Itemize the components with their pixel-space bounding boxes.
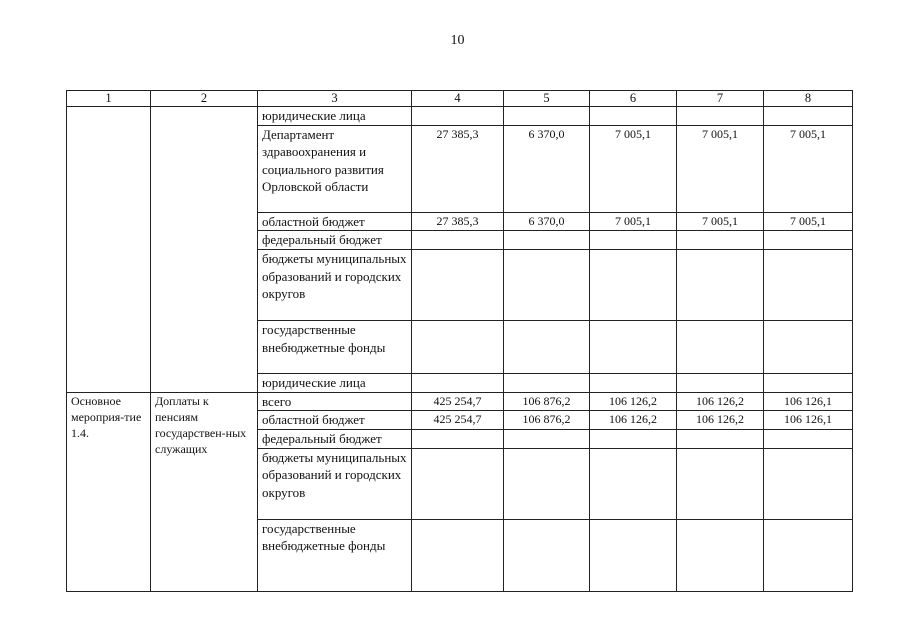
value-cell bbox=[590, 107, 677, 126]
value-cell bbox=[590, 374, 677, 393]
column-number: 4 bbox=[412, 91, 504, 107]
value-cell bbox=[504, 519, 590, 591]
value-cell bbox=[677, 250, 764, 321]
value-cell bbox=[764, 519, 853, 591]
table-row bbox=[67, 392, 853, 411]
value-cell bbox=[590, 519, 677, 591]
value-cell bbox=[412, 374, 504, 393]
column-number: 3 bbox=[258, 91, 412, 107]
value-cell bbox=[412, 231, 504, 250]
value-cell bbox=[590, 231, 677, 250]
value-cell bbox=[412, 107, 504, 126]
value-cell bbox=[764, 374, 853, 393]
value-cell: 106 126,2 bbox=[677, 411, 764, 430]
source-cell: государственные внебюджетные фонды bbox=[258, 519, 412, 591]
value-cell: 7 005,1 bbox=[677, 212, 764, 231]
column-number: 6 bbox=[590, 91, 677, 107]
value-cell bbox=[412, 321, 504, 374]
value-cell bbox=[764, 107, 853, 126]
name-cell-empty bbox=[151, 107, 258, 393]
column-number-row bbox=[67, 91, 853, 107]
value-cell bbox=[764, 321, 853, 374]
value-cell bbox=[764, 429, 853, 448]
value-cell bbox=[764, 448, 853, 519]
column-number: 2 bbox=[151, 91, 258, 107]
source-cell: юридические лица bbox=[258, 107, 412, 126]
source-cell: бюджеты муниципальных образований и городских округов bbox=[258, 448, 412, 519]
event-cell: Основное мероприя-тие 1.4. bbox=[67, 392, 151, 591]
value-cell: 27 385,3 bbox=[412, 125, 504, 212]
column-number: 7 bbox=[677, 91, 764, 107]
source-cell: Департамент здравоохранения и социального развития Орловской области bbox=[258, 125, 412, 212]
value-cell bbox=[590, 250, 677, 321]
column-number: 1 bbox=[67, 91, 151, 107]
value-cell bbox=[677, 321, 764, 374]
value-cell: 106 126,1 bbox=[764, 392, 853, 411]
value-cell bbox=[677, 231, 764, 250]
event-name-cell: Доплаты к пенсиям государствен-ных служащих bbox=[151, 392, 258, 591]
value-cell: 7 005,1 bbox=[590, 125, 677, 212]
value-cell: 425 254,7 bbox=[412, 392, 504, 411]
value-cell: 7 005,1 bbox=[764, 212, 853, 231]
value-cell bbox=[764, 231, 853, 250]
value-cell bbox=[504, 250, 590, 321]
value-cell: 106 126,1 bbox=[764, 411, 853, 430]
page-number: 10 bbox=[450, 33, 465, 48]
value-cell bbox=[590, 448, 677, 519]
value-cell bbox=[677, 429, 764, 448]
value-cell bbox=[504, 321, 590, 374]
value-cell: 27 385,3 bbox=[412, 212, 504, 231]
source-cell: областной бюджет bbox=[258, 411, 412, 430]
value-cell bbox=[412, 250, 504, 321]
value-cell: 7 005,1 bbox=[764, 125, 853, 212]
value-cell bbox=[590, 429, 677, 448]
value-cell bbox=[677, 374, 764, 393]
value-cell bbox=[504, 231, 590, 250]
event-cell-empty bbox=[67, 107, 151, 393]
value-cell: 106 126,2 bbox=[590, 392, 677, 411]
column-number: 5 bbox=[504, 91, 590, 107]
table-row bbox=[67, 107, 853, 126]
value-cell: 6 370,0 bbox=[504, 212, 590, 231]
value-cell: 425 254,7 bbox=[412, 411, 504, 430]
value-cell bbox=[504, 374, 590, 393]
source-cell: бюджеты муниципальных образований и городских округов bbox=[258, 250, 412, 321]
source-cell: всего bbox=[258, 392, 412, 411]
value-cell: 106 126,2 bbox=[590, 411, 677, 430]
value-cell bbox=[412, 519, 504, 591]
value-cell bbox=[764, 250, 853, 321]
value-cell: 7 005,1 bbox=[590, 212, 677, 231]
source-cell: юридические лица bbox=[258, 374, 412, 393]
source-cell: государственные внебюджетные фонды bbox=[258, 321, 412, 374]
value-cell bbox=[412, 429, 504, 448]
value-cell: 7 005,1 bbox=[677, 125, 764, 212]
value-cell: 106 876,2 bbox=[504, 411, 590, 430]
value-cell bbox=[504, 107, 590, 126]
value-cell: 106 126,2 bbox=[677, 392, 764, 411]
source-cell: федеральный бюджет bbox=[258, 429, 412, 448]
value-cell bbox=[504, 448, 590, 519]
budget-table bbox=[66, 90, 853, 592]
source-cell: областной бюджет bbox=[258, 212, 412, 231]
value-cell bbox=[677, 519, 764, 591]
value-cell bbox=[412, 448, 504, 519]
value-cell bbox=[677, 107, 764, 126]
value-cell bbox=[590, 321, 677, 374]
source-cell: федеральный бюджет bbox=[258, 231, 412, 250]
value-cell: 106 876,2 bbox=[504, 392, 590, 411]
value-cell bbox=[504, 429, 590, 448]
value-cell: 6 370,0 bbox=[504, 125, 590, 212]
column-number: 8 bbox=[764, 91, 853, 107]
value-cell bbox=[677, 448, 764, 519]
